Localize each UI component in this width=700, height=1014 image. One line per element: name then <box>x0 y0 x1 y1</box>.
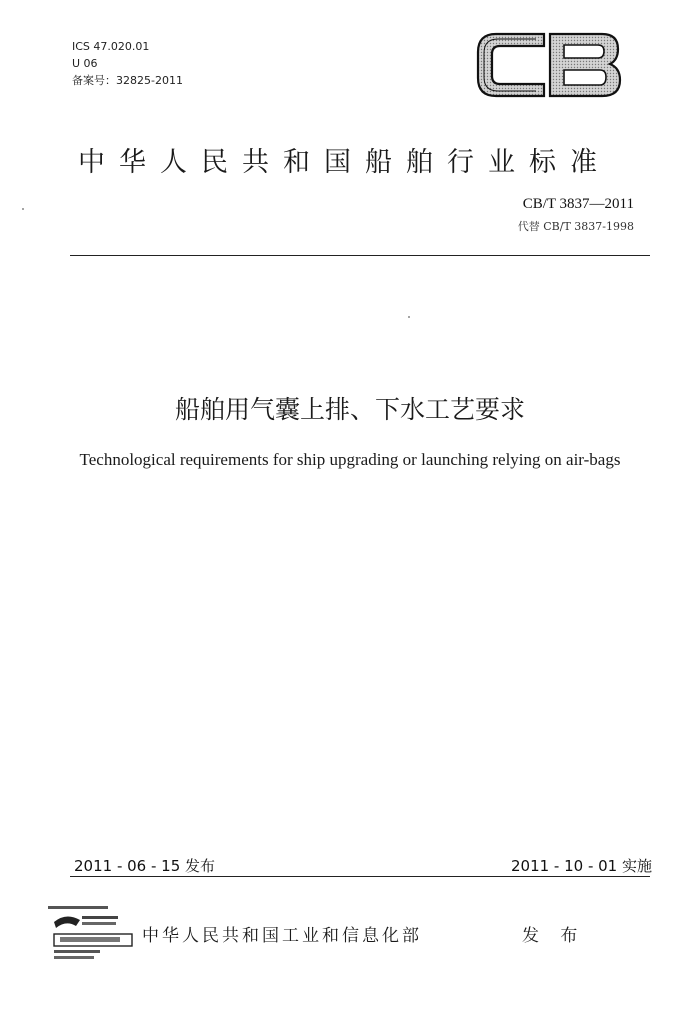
ics-code: ICS 47.020.01 <box>72 40 150 53</box>
classification-block <box>72 38 183 89</box>
document-title-english: Technological requirements for ship upgrading or launching relying on air-bags <box>79 450 621 469</box>
standard-number: CB/T 3837—2011 <box>522 196 634 212</box>
issue-date: 2011 - 06 - 15 发布 <box>74 857 216 875</box>
publish-label: 发 布 <box>522 926 586 946</box>
scan-speck <box>408 316 410 318</box>
header-divider <box>70 255 650 256</box>
replaces-standard: 代替 CB/T 3837-1998 <box>517 220 634 233</box>
document-title-chinese: 船舶用气囊上排、下水工艺要求 <box>174 395 525 424</box>
cb-logo-icon <box>474 30 624 100</box>
implementation-date: 2011 - 10 - 01 实施 <box>510 857 652 875</box>
standard-category-title: 中华人民共和国船舶行业标准 <box>78 147 611 178</box>
publisher: 中华人民共和国工业和信息化部 <box>142 926 422 946</box>
ccs-code: U 06 <box>72 57 98 70</box>
scan-speck <box>22 208 24 210</box>
footer-divider <box>70 876 650 877</box>
anti-counterfeit-stamp-icon <box>46 904 138 962</box>
record-number: 备案号：32825-2011 <box>72 74 183 87</box>
